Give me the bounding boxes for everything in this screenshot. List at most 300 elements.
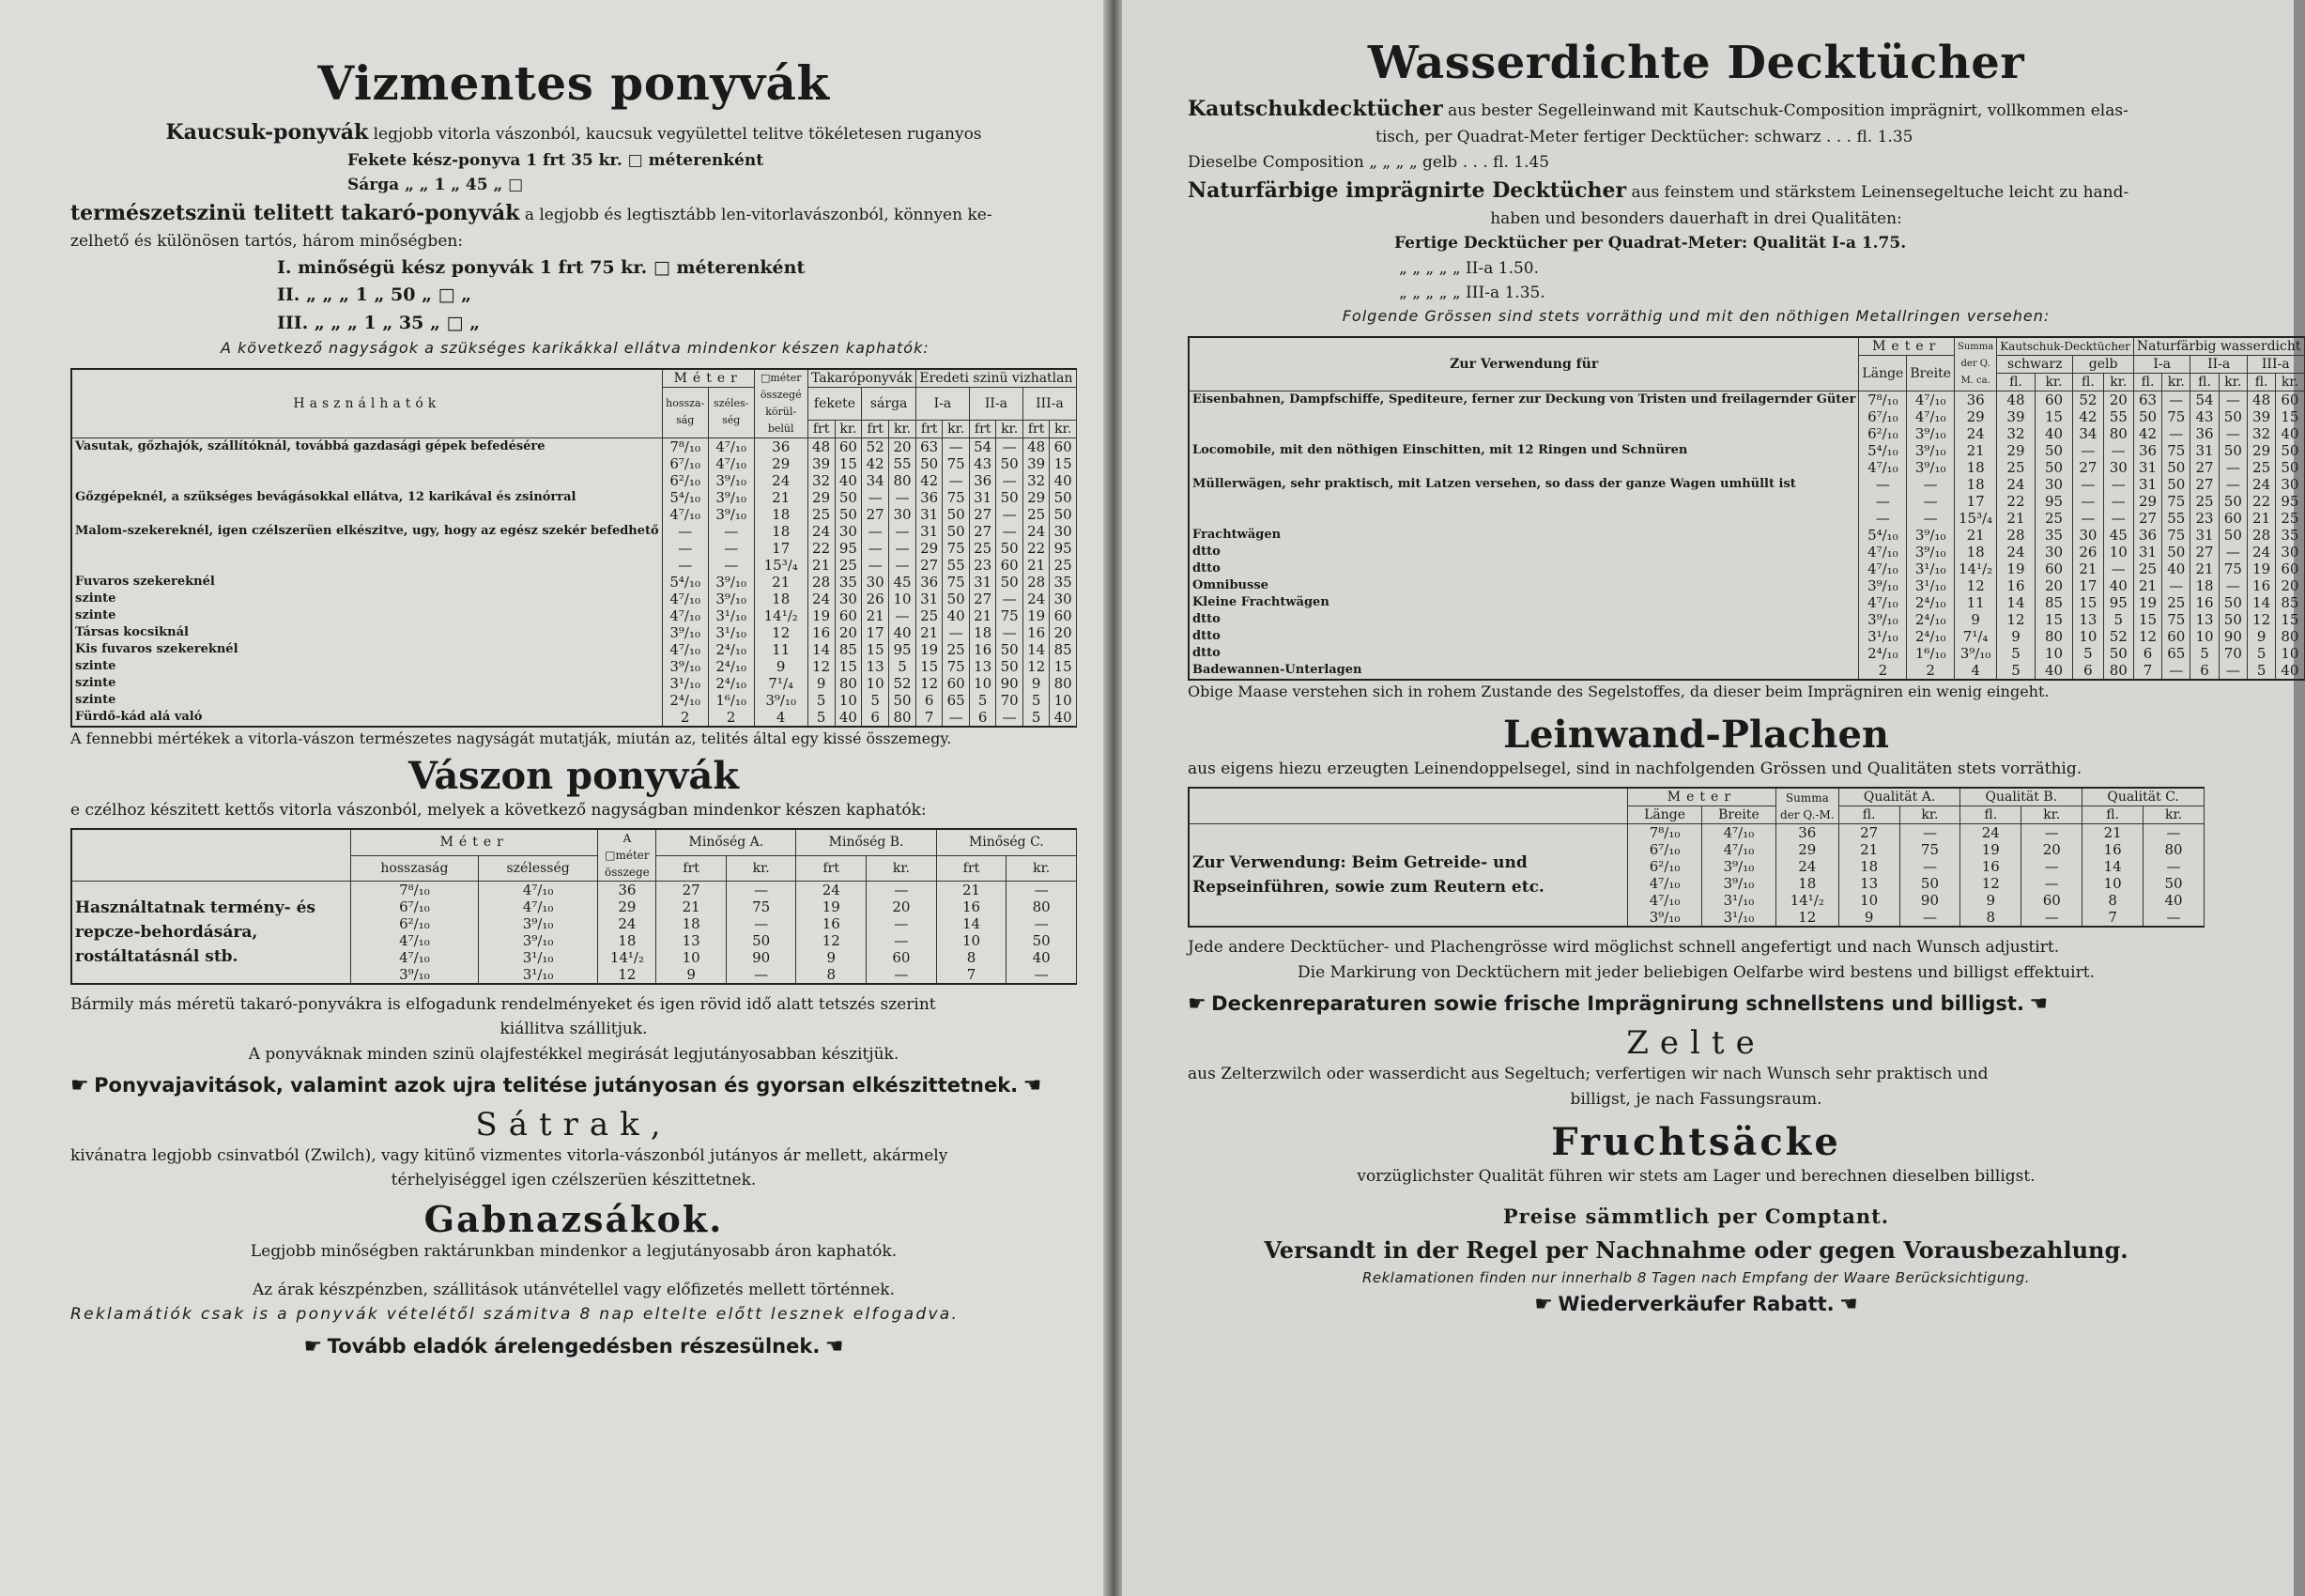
cell-value: 7 [2133, 662, 2161, 680]
cell-value: 30 [2276, 544, 2304, 560]
cell-value: 50 [2219, 442, 2247, 459]
cell-value: 29 [598, 898, 656, 915]
cell-value: 95 [2103, 594, 2133, 611]
cell-value: 25 [2133, 560, 2161, 577]
cell-value: 14 [1997, 594, 2036, 611]
cell-value: 18 [1955, 476, 1997, 493]
unit-header: kr. [2219, 374, 2247, 391]
cell-value: 3¹/₁₀ [708, 607, 754, 624]
natur-line [1188, 175, 2205, 207]
table-row [1189, 577, 2304, 594]
preise-text: Preise sämmtlich per Comptant. [1502, 1205, 1890, 1229]
cell-value: — [862, 557, 889, 574]
cell-value: — [2162, 662, 2190, 680]
termeszet-line [70, 197, 1077, 229]
cell-value: 2⁴/₁₀ [662, 692, 708, 709]
cell-value: 30 [2103, 459, 2133, 476]
cell-value: 25 [2035, 510, 2073, 527]
cell-value: 30 [862, 574, 889, 591]
cell-value: 90 [2219, 628, 2247, 645]
col-meter-r2: Meter [1628, 788, 1776, 806]
cell-value: 16 [2247, 577, 2275, 594]
cell-value: — [2219, 577, 2247, 594]
row-description [1189, 510, 1859, 527]
cell-value: — [1859, 493, 1907, 510]
cell-value: — [996, 437, 1022, 455]
cell-value: 4⁷/₁₀ [478, 881, 598, 898]
cell-value: 19 [1960, 841, 2021, 858]
cell-value: 10 [2035, 645, 2073, 662]
cell-value: — [996, 472, 1022, 489]
cell-value: 6 [969, 709, 995, 727]
cell-value: 31 [2133, 476, 2161, 493]
col-rIII: III-a [2247, 356, 2304, 374]
cell-value: 21 [936, 881, 1007, 898]
col-rII: II-a [2190, 356, 2248, 374]
satrak-text-2: térhelyiséggel igen czélszerüen készittetnek. [391, 1171, 757, 1190]
cell-value: 40 [1050, 709, 1077, 727]
cell-value: 19 [1997, 560, 2036, 577]
cell-value: 25 [1997, 459, 2036, 476]
cell-value: 9 [1955, 611, 1997, 628]
cell-value: 50 [996, 455, 1022, 472]
table-row [1189, 662, 2304, 680]
cell-value: 5 [1022, 692, 1049, 709]
cell-value: — [2162, 391, 2190, 409]
cell-value: 18 [1955, 544, 1997, 560]
col-meter: Méter [662, 369, 754, 388]
cell-value: 2⁴/₁₀ [1907, 628, 1955, 645]
cell-value: 27 [969, 523, 995, 540]
row-description: Társas kocsiknál [71, 624, 662, 641]
col-laenge: Länge [1859, 356, 1907, 391]
cell-value: 95 [835, 540, 862, 557]
unit-header: Länge [1628, 806, 1702, 824]
unit-header: szélesség [478, 855, 598, 881]
wieder-text: Wiederverkäufer Rabatt. [1558, 1293, 1835, 1316]
cell-value: 19 [2247, 560, 2275, 577]
satrak-title: Sátrak, [475, 1106, 672, 1144]
row-description: szinte [71, 607, 662, 624]
plachen-text: aus eigens hiezu erzeugten Leinendoppelsegel, sind in nachfolgenden Grössen und Qualitäten stets vorräthig. [1188, 760, 2082, 779]
row-description: Fürdő-kád alá való [71, 709, 662, 727]
cell-value: 52 [862, 437, 889, 455]
cell-value: 45 [889, 574, 916, 591]
cell-value: 24 [1022, 523, 1049, 540]
cell-value: 15 [915, 658, 942, 675]
cell-value: 17 [2073, 577, 2103, 594]
col-II: II-a [969, 387, 1022, 420]
cell-value: 24 [754, 472, 807, 489]
cell-value: 5 [2103, 611, 2133, 628]
row-description: Badewannen-Unterlagen [1189, 662, 1859, 680]
cell-value: 43 [2190, 408, 2219, 425]
col-minB: Minőség B. [796, 829, 936, 855]
cell-value: 95 [2035, 493, 2073, 510]
cell-value: — [862, 489, 889, 506]
cell-value: 24 [1955, 425, 1997, 442]
cell-value: 90 [1899, 892, 1960, 909]
cell-value: 36 [2133, 442, 2161, 459]
cell-value: 75 [2162, 408, 2190, 425]
cell-value: 3¹/₁₀ [1702, 892, 1776, 909]
table-row [71, 506, 1077, 523]
cell-value: 63 [2133, 391, 2161, 409]
cell-value: — [662, 523, 708, 540]
cell-value: 55 [2162, 510, 2190, 527]
cell-value: 20 [889, 437, 916, 455]
title-vaszon: Vászon ponyvák [407, 753, 740, 798]
cell-value: — [996, 506, 1022, 523]
cell-value: 3⁹/₁₀ [662, 658, 708, 675]
table-row [71, 591, 1077, 607]
title-leinwand: Leinwand-Plachen [1502, 713, 1889, 758]
col-minC: Minőség C. [936, 829, 1076, 855]
cell-value: 11 [1955, 594, 1997, 611]
cell-value: 85 [835, 641, 862, 658]
versandt-text: Versandt in der Regel per Nachnahme oder gegen Vorausbezahlung. [1264, 1235, 2128, 1264]
natur-text-2: haben und besonders dauerhaft in drei Qualitäten: [1490, 209, 1902, 229]
cell-value: 16 [1022, 624, 1049, 641]
cell-value: 63 [915, 437, 942, 455]
fennebbi-note: A fennebbi mértékek a vitorla-vászon természetes nagyságát mutatják, miután az, telités által egy kissé összemegy. [70, 729, 952, 747]
cell-value: 36 [598, 881, 656, 898]
cell-value: 29 [915, 540, 942, 557]
col-meter2: Méter [351, 829, 598, 855]
natur-text: aus feinstem und stärkstem Leinensegeltuche leicht zu hand- [1631, 182, 2129, 202]
cell-value: 31 [2133, 544, 2161, 560]
cell-value: 30 [889, 506, 916, 523]
cell-value: 34 [2073, 425, 2103, 442]
cell-value: 21 [1955, 442, 1997, 459]
cell-value: 5 [1022, 709, 1049, 727]
table-row [1189, 510, 2304, 527]
cell-value: — [1859, 476, 1907, 493]
cell-value: — [2162, 425, 2190, 442]
cell-value: 13 [969, 658, 995, 675]
cell-value: 6⁷/₁₀ [351, 898, 479, 915]
unit-header: kr. [889, 420, 916, 437]
cell-value: — [1907, 510, 1955, 527]
cell-value: 20 [867, 898, 937, 915]
cell-value: 10 [2103, 544, 2133, 560]
cell-value: 15 [2276, 408, 2304, 425]
unit-header: fl. [1838, 806, 1899, 824]
cell-value: 25 [2190, 493, 2219, 510]
cell-value: 20 [2276, 577, 2304, 594]
cell-value: 25 [2162, 594, 2190, 611]
table-row [71, 658, 1077, 675]
dieselbe: Dieselbe Composition „ „ „ „ gelb . . . fl. 1.45 [1188, 152, 1550, 172]
cell-value: 40 [2035, 662, 2073, 680]
cell-value: 7⁸/₁₀ [1628, 824, 1702, 842]
cell-value: 20 [2035, 577, 2073, 594]
cell-value: 50 [915, 455, 942, 472]
quality-3: III. „ „ „ 1 „ 35 „ □ „ [277, 312, 480, 333]
cell-value: 16 [936, 898, 1007, 915]
cell-value: 70 [2219, 645, 2247, 662]
cell-value: 80 [1050, 675, 1077, 692]
frucht-text: vorzüglichster Qualität führen wir stets am Lager und berechnen dieselben billigst. [1357, 1166, 2036, 1186]
cell-value: 75 [2162, 442, 2190, 459]
table-row [71, 641, 1077, 658]
cell-value: 16 [1960, 858, 2021, 875]
cell-value: 22 [2247, 493, 2275, 510]
cell-value: 32 [2247, 425, 2275, 442]
cell-value: 5 [1997, 662, 2036, 680]
cell-value: 36 [2190, 425, 2219, 442]
cell-value: 18 [1955, 459, 1997, 476]
cell-value: — [2144, 909, 2205, 927]
cell-value: 2⁴/₁₀ [708, 658, 754, 675]
cell-value: — [889, 540, 916, 557]
cell-value: 9 [1997, 628, 2036, 645]
table-row [1189, 611, 2304, 628]
cell-value: 4⁷/₁₀ [662, 591, 708, 607]
cell-value: 4⁷/₁₀ [1859, 594, 1907, 611]
cell-value: — [662, 557, 708, 574]
cell-value: — [726, 881, 796, 898]
row-description: Müllerwägen, sehr praktisch, mit Latzen versehen, so dass der ganze Wagen umhüllt ist [1189, 476, 1859, 493]
unit-header: kr. [996, 420, 1022, 437]
cell-value: 6²/₁₀ [662, 472, 708, 489]
unit-header: kr. [726, 855, 796, 881]
cell-value: 3¹/₁₀ [1859, 628, 1907, 645]
cell-value: 14 [2247, 594, 2275, 611]
cell-value: 60 [867, 949, 937, 966]
table2-body [71, 881, 1077, 984]
pointing-hand-icon: ☛ [1188, 992, 1206, 1017]
cell-value: 12 [2247, 611, 2275, 628]
table-plachen [1188, 787, 2205, 928]
cell-value: 75 [943, 455, 969, 472]
cell-value: 40 [889, 624, 916, 641]
row-description [71, 506, 662, 523]
cell-value: 12 [807, 658, 835, 675]
cell-value: 30 [835, 523, 862, 540]
cell-value: 50 [2133, 408, 2161, 425]
cell-value: 15 [2276, 611, 2304, 628]
cell-value: 95 [2276, 493, 2304, 510]
cell-value: 75 [943, 540, 969, 557]
cell-value: 9 [754, 658, 807, 675]
kaucsuk-lead: Kaucsuk-ponyvák [165, 119, 369, 145]
cell-value: 75 [943, 574, 969, 591]
cell-value: 31 [2190, 442, 2219, 459]
cell-value: 30 [1050, 523, 1077, 540]
cell-value: 18 [1775, 875, 1838, 892]
row-description: Omnibusse [1189, 577, 1859, 594]
table-row [71, 881, 1077, 898]
avail-note: A következő nagyságok a szükséges karikákkal ellátva mindenkor készen kaphatók: [221, 339, 930, 358]
cell-value: 27 [2073, 459, 2103, 476]
pointing-hand-icon: ☛ [1534, 1293, 1553, 1317]
cell-value: 35 [2276, 527, 2304, 544]
cell-value: 60 [943, 675, 969, 692]
cell-value: 50 [889, 692, 916, 709]
table-row [1189, 391, 2304, 409]
cell-value: 31 [969, 574, 995, 591]
cell-value: 80 [889, 709, 916, 727]
cell-value: 4⁷/₁₀ [1859, 544, 1907, 560]
cell-value: 21 [2073, 560, 2103, 577]
row-description: dtto [1189, 645, 1859, 662]
cell-value: 29 [1997, 442, 2036, 459]
cell-value: 36 [1955, 391, 1997, 409]
cell-value: 3¹/₁₀ [708, 624, 754, 641]
cell-value: 26 [862, 591, 889, 607]
cell-value: 9 [1022, 675, 1049, 692]
cell-value: — [996, 624, 1022, 641]
table-row [1189, 476, 2304, 493]
cell-value: 24 [796, 881, 867, 898]
cell-value: 6 [862, 709, 889, 727]
cell-value: 6 [915, 692, 942, 709]
cell-value: 21 [1022, 557, 1049, 574]
sarga-line: Sárga „ „ 1 „ 45 „ □ [347, 175, 524, 194]
cell-value: 3¹/₁₀ [662, 675, 708, 692]
cell-value: — [2073, 493, 2103, 510]
table-row [1189, 824, 2205, 842]
unit-header: fl. [2190, 374, 2219, 391]
unit-header: kr. [1007, 855, 1077, 881]
cell-value: 21 [807, 557, 835, 574]
cell-value: 3⁹/₁₀ [478, 915, 598, 932]
row-description: Frachtwägen [1189, 527, 1859, 544]
cell-value: 95 [889, 641, 916, 658]
cell-value: 16 [2190, 594, 2219, 611]
cell-value: 40 [2035, 425, 2073, 442]
cell-value: 21 [915, 624, 942, 641]
cell-value: 75 [1899, 841, 1960, 858]
cell-value: 15 [1050, 455, 1077, 472]
cell-value: 75 [2162, 527, 2190, 544]
cell-value: 80 [2103, 662, 2133, 680]
cell-value: 20 [1050, 624, 1077, 641]
cell-value: 39 [2247, 408, 2275, 425]
cell-value: 15 [1050, 658, 1077, 675]
obige-note: Obige Maase verstehen sich in rohem Zustande des Segelstoffes, da dieser beim Imprägniren ein wenig eingeht. [1188, 683, 2050, 701]
col-fekete: fekete [807, 387, 862, 420]
kaut-text: aus bester Segelleinwand mit Kautschuk-Composition imprägnirt, vollkommen elas- [1448, 101, 2128, 121]
satrak-text-1: kivánatra legjobb csinvatból (Zwilch), vagy kitünő vizmentes vitorla-vászonból jutányos ár mellett, akármely [70, 1146, 948, 1166]
col-breite: Breite [1907, 356, 1955, 391]
table-vaszon [70, 828, 1077, 985]
cell-value: 5 [2247, 645, 2275, 662]
cell-value: 24 [1997, 544, 2036, 560]
cell-value: 7¹/₄ [1955, 628, 1997, 645]
cell-value: 3⁹/₁₀ [478, 932, 598, 949]
cell-value: 90 [726, 949, 796, 966]
cell-value: 10 [2276, 645, 2304, 662]
cell-value: 10 [936, 932, 1007, 949]
row-description [71, 557, 662, 574]
cell-value: 3¹/₁₀ [1702, 909, 1776, 927]
cell-value: 3⁹/₁₀ [1955, 645, 1997, 662]
cell-value: — [708, 523, 754, 540]
cell-value: — [2021, 824, 2082, 842]
table-row [1189, 594, 2304, 611]
unit-header: kr. [2276, 374, 2304, 391]
cell-value: — [943, 437, 969, 455]
cell-value: 24 [1997, 476, 2036, 493]
unit-header: fl. [2082, 806, 2144, 824]
cell-value: 50 [2035, 459, 2073, 476]
pointing-hand-left-icon: ☚ [1022, 1074, 1042, 1097]
cell-value: 15 [862, 641, 889, 658]
table-row [71, 455, 1077, 472]
cell-value: 4⁷/₁₀ [662, 607, 708, 624]
cell-value: 52 [2073, 391, 2103, 409]
cell-value: 13 [2190, 611, 2219, 628]
unit-header: kr. [943, 420, 969, 437]
row-description: Gőzgépeknél, a szükséges bevágásokkal ellátva, 12 karikával és zsinórral [71, 489, 662, 506]
reklamationen-text: Reklamationen finden nur innerhalb 8 Tagen nach Empfang der Waare Berücksichtigung. [1361, 1268, 2031, 1286]
cell-value: 3¹/₁₀ [478, 966, 598, 984]
table-row [71, 437, 1077, 455]
cell-value: 52 [2103, 628, 2133, 645]
unit-header: kr. [2021, 806, 2082, 824]
fertige: Fertige Decktücher per Quadrat-Meter: Qualität I-a 1.75. [1394, 234, 1907, 253]
cell-value: 32 [807, 472, 835, 489]
cell-value: 8 [796, 966, 867, 984]
cell-value: 50 [996, 658, 1022, 675]
col-natur: Naturfärbig wasserdicht [2133, 337, 2304, 356]
cell-value: 60 [2035, 391, 2073, 409]
cell-value: 24 [2247, 544, 2275, 560]
cell-value: 6 [2190, 662, 2219, 680]
cell-value: 1⁶/₁₀ [1907, 645, 1955, 662]
table-row [1189, 493, 2304, 510]
cell-value: 18 [754, 523, 807, 540]
cell-value: 60 [2276, 391, 2304, 409]
cell-value: — [1899, 909, 1960, 927]
cell-value: 3⁹/₁₀ [1907, 425, 1955, 442]
cell-value: 3⁹/₁₀ [1907, 544, 1955, 560]
cell-value: 8 [1960, 909, 2021, 927]
cell-value: 25 [1022, 506, 1049, 523]
cell-value: 40 [835, 709, 862, 727]
cell-value: 30 [2035, 476, 2073, 493]
cell-value: 4⁷/₁₀ [662, 506, 708, 523]
cell-value: 50 [835, 489, 862, 506]
cell-value: 30 [835, 591, 862, 607]
cell-value: 13 [2073, 611, 2103, 628]
cell-value: 3⁹/₁₀ [1702, 875, 1776, 892]
cell-value: 17 [754, 540, 807, 557]
cell-value: 50 [2219, 527, 2247, 544]
fekete-line: Fekete kész-ponyva 1 frt 35 kr. □ méterenként [347, 150, 764, 170]
cell-value: 10 [889, 591, 916, 607]
cell-value: 23 [969, 557, 995, 574]
cell-value: 6²/₁₀ [351, 915, 479, 932]
cell-value: 3⁹/₁₀ [1907, 527, 1955, 544]
cell-value: 90 [996, 675, 1022, 692]
table-row [1189, 527, 2304, 544]
cell-value: 42 [862, 455, 889, 472]
cell-value: 20 [2021, 841, 2082, 858]
cell-value: 32 [1997, 425, 2036, 442]
cell-value: 50 [2219, 611, 2247, 628]
table-row [71, 489, 1077, 506]
cell-value: 14 [1022, 641, 1049, 658]
pointing-hand-icon: ☛ [303, 1334, 323, 1358]
cell-value: 36 [915, 574, 942, 591]
cell-value: 1⁶/₁₀ [708, 692, 754, 709]
cell-value: 36 [969, 472, 995, 489]
cell-value: — [943, 624, 969, 641]
col-sarga: sárga [862, 387, 916, 420]
